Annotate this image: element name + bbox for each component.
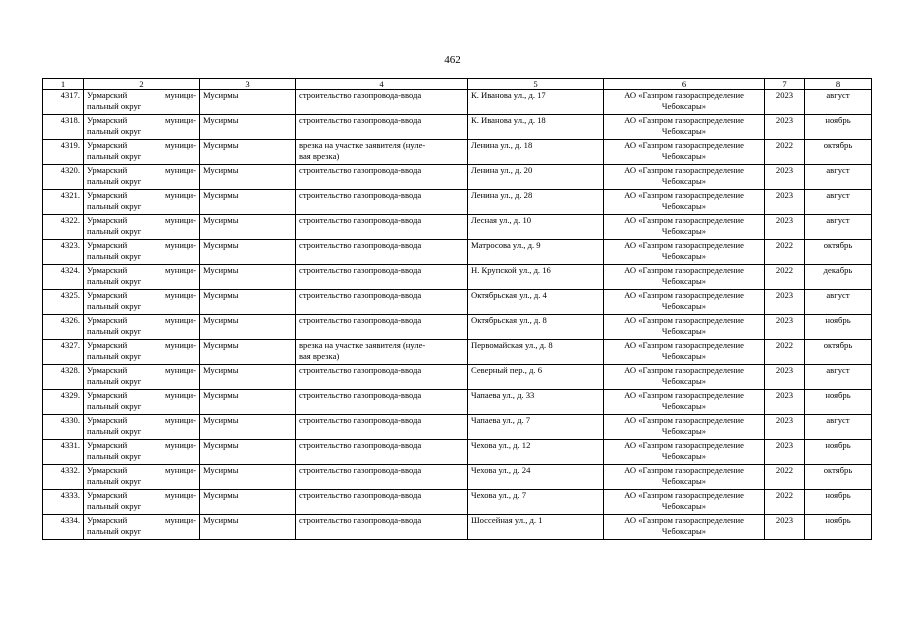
organization-line1: АО «Газпром газораспределение [624, 415, 744, 425]
work-type-line1: строительство газопровода-ввода [299, 190, 422, 200]
row-number: 4322. [43, 215, 84, 240]
district-type-part1: муници- [165, 215, 196, 225]
organization-cell [604, 190, 765, 215]
district-type-part2: пальный округ [87, 526, 142, 536]
header-col-8: 8 [805, 79, 872, 90]
address-cell: Северный пер., д. 6 [468, 365, 604, 390]
district-type-part1: муници- [165, 315, 196, 325]
work-type-line1: строительство газопровода-ввода [299, 415, 422, 425]
settlement-cell: Мусирмы [200, 390, 296, 415]
district-cell [84, 215, 200, 240]
district-cell [84, 490, 200, 515]
year-cell: 2023 [765, 365, 805, 390]
settlement-cell: Мусирмы [200, 490, 296, 515]
month-cell: октябрь [805, 465, 872, 490]
row-number: 4327. [43, 340, 84, 365]
settlement-cell: Мусирмы [200, 90, 296, 115]
table-row [43, 265, 872, 290]
organization-line2: Чебоксары» [661, 451, 707, 461]
organization-line2: Чебоксары» [661, 401, 707, 411]
district-type-part2: пальный округ [87, 101, 142, 111]
district-cell [84, 390, 200, 415]
organization-line2: Чебоксары» [661, 276, 707, 286]
organization-line1: АО «Газпром газораспределение [624, 115, 744, 125]
settlement-cell: Мусирмы [200, 140, 296, 165]
work-type-cell [296, 490, 468, 515]
organization-cell [604, 240, 765, 265]
work-type-line1: врезка на участке заявителя (нуле- [299, 340, 426, 350]
organization-cell [604, 515, 765, 540]
work-type-cell [296, 240, 468, 265]
work-type-cell [296, 315, 468, 340]
table-row [43, 165, 872, 190]
month-cell: ноябрь [805, 490, 872, 515]
header-col-1: 1 [43, 79, 84, 90]
address-cell: Чехова ул., д. 12 [468, 440, 604, 465]
district-name: Урмарский [87, 365, 128, 375]
district-name: Урмарский [87, 190, 128, 200]
table-row [43, 315, 872, 340]
year-cell: 2023 [765, 165, 805, 190]
district-type-part2: пальный округ [87, 401, 142, 411]
organization-cell [604, 165, 765, 190]
address-cell: Матросова ул., д. 9 [468, 240, 604, 265]
address-cell: Чехова ул., д. 24 [468, 465, 604, 490]
row-number: 4320. [43, 165, 84, 190]
work-type-line2: вая врезка) [299, 351, 340, 361]
district-name: Урмарский [87, 240, 128, 250]
settlement-cell: Мусирмы [200, 190, 296, 215]
work-type-line2: вая врезка) [299, 151, 340, 161]
address-cell: Чехова ул., д. 7 [468, 490, 604, 515]
work-type-cell [296, 340, 468, 365]
district-name: Урмарский [87, 515, 128, 525]
organization-cell [604, 315, 765, 340]
settlement-cell: Мусирмы [200, 290, 296, 315]
address-cell: Ленина ул., д. 28 [468, 190, 604, 215]
district-cell [84, 115, 200, 140]
organization-line2: Чебоксары» [661, 301, 707, 311]
work-type-cell [296, 215, 468, 240]
organization-line1: АО «Газпром газораспределение [624, 290, 744, 300]
table-row [43, 140, 872, 165]
organization-line1: АО «Газпром газораспределение [624, 440, 744, 450]
district-name: Урмарский [87, 340, 128, 350]
district-cell [84, 440, 200, 465]
work-type-line1: строительство газопровода-ввода [299, 515, 422, 525]
organization-line1: АО «Газпром газораспределение [624, 390, 744, 400]
district-name: Урмарский [87, 390, 128, 400]
district-name: Урмарский [87, 215, 128, 225]
header-col-4: 4 [296, 79, 468, 90]
year-cell: 2023 [765, 190, 805, 215]
month-cell: октябрь [805, 140, 872, 165]
district-type-part1: муници- [165, 190, 196, 200]
organization-cell [604, 215, 765, 240]
district-type-part2: пальный округ [87, 226, 142, 236]
work-type-cell [296, 365, 468, 390]
district-cell [84, 515, 200, 540]
work-type-line1: строительство газопровода-ввода [299, 315, 422, 325]
organization-line2: Чебоксары» [661, 376, 707, 386]
organization-line1: АО «Газпром газораспределение [624, 515, 744, 525]
district-type-part2: пальный округ [87, 426, 142, 436]
address-cell: Шоссейная ул., д. 1 [468, 515, 604, 540]
organization-line1: АО «Газпром газораспределение [624, 165, 744, 175]
organization-line1: АО «Газпром газораспределение [624, 465, 744, 475]
district-type-part2: пальный округ [87, 476, 142, 486]
header-col-6: 6 [604, 79, 765, 90]
work-type-cell [296, 90, 468, 115]
table-row [43, 490, 872, 515]
district-name: Урмарский [87, 465, 128, 475]
work-type-line1: строительство газопровода-ввода [299, 265, 422, 275]
district-cell [84, 265, 200, 290]
district-name: Урмарский [87, 140, 128, 150]
work-type-cell [296, 515, 468, 540]
row-number: 4324. [43, 265, 84, 290]
district-name: Урмарский [87, 490, 128, 500]
row-number: 4317. [43, 90, 84, 115]
district-type-part2: пальный округ [87, 151, 142, 161]
table-row [43, 115, 872, 140]
organization-line2: Чебоксары» [661, 426, 707, 436]
district-type-part2: пальный округ [87, 176, 142, 186]
organization-line1: АО «Газпром газораспределение [624, 240, 744, 250]
district-type-part1: муници- [165, 90, 196, 100]
district-type-part1: муници- [165, 465, 196, 475]
organization-line1: АО «Газпром газораспределение [624, 265, 744, 275]
year-cell: 2023 [765, 290, 805, 315]
work-type-cell [296, 140, 468, 165]
work-type-line1: строительство газопровода-ввода [299, 490, 422, 500]
month-cell: август [805, 215, 872, 240]
district-type-part1: муници- [165, 415, 196, 425]
organization-cell [604, 290, 765, 315]
district-type-part2: пальный округ [87, 126, 142, 136]
organization-line2: Чебоксары» [661, 476, 707, 486]
district-cell [84, 315, 200, 340]
work-type-cell [296, 465, 468, 490]
settlement-cell: Мусирмы [200, 165, 296, 190]
header-col-2: 2 [84, 79, 200, 90]
organization-line1: АО «Газпром газораспределение [624, 190, 744, 200]
year-cell: 2022 [765, 265, 805, 290]
year-cell: 2022 [765, 140, 805, 165]
table-row [43, 415, 872, 440]
month-cell: ноябрь [805, 390, 872, 415]
organization-line2: Чебоксары» [661, 126, 707, 136]
organization-line1: АО «Газпром газораспределение [624, 90, 744, 100]
year-cell: 2023 [765, 390, 805, 415]
work-type-line1: строительство газопровода-ввода [299, 165, 422, 175]
table-row [43, 190, 872, 215]
address-cell: Ленина ул., д. 18 [468, 140, 604, 165]
settlement-cell: Мусирмы [200, 365, 296, 390]
organization-cell [604, 140, 765, 165]
work-type-cell [296, 265, 468, 290]
work-type-line1: строительство газопровода-ввода [299, 440, 422, 450]
district-type-part2: пальный округ [87, 451, 142, 461]
district-name: Урмарский [87, 90, 128, 100]
row-number: 4326. [43, 315, 84, 340]
table-row [43, 440, 872, 465]
month-cell: ноябрь [805, 515, 872, 540]
year-cell: 2022 [765, 340, 805, 365]
district-cell [84, 415, 200, 440]
district-name: Урмарский [87, 290, 128, 300]
year-cell: 2023 [765, 515, 805, 540]
year-cell: 2023 [765, 315, 805, 340]
row-number: 4323. [43, 240, 84, 265]
work-type-cell [296, 390, 468, 415]
district-type-part2: пальный округ [87, 326, 142, 336]
organization-cell [604, 90, 765, 115]
district-cell [84, 365, 200, 390]
organization-cell [604, 115, 765, 140]
district-name: Урмарский [87, 440, 128, 450]
organization-line1: АО «Газпром газораспределение [624, 215, 744, 225]
work-type-cell [296, 415, 468, 440]
row-number: 4319. [43, 140, 84, 165]
address-cell: Первомайская ул., д. 8 [468, 340, 604, 365]
district-cell [84, 290, 200, 315]
year-cell: 2022 [765, 465, 805, 490]
row-number: 4318. [43, 115, 84, 140]
organization-line1: АО «Газпром газораспределение [624, 365, 744, 375]
table-row [43, 90, 872, 115]
month-cell: август [805, 415, 872, 440]
table-row [43, 515, 872, 540]
organization-cell [604, 340, 765, 365]
organization-cell [604, 465, 765, 490]
address-cell: Октябрьская ул., д. 8 [468, 315, 604, 340]
row-number: 4332. [43, 465, 84, 490]
district-type-part1: муници- [165, 265, 196, 275]
organization-cell [604, 365, 765, 390]
organization-line2: Чебоксары» [661, 176, 707, 186]
row-number: 4325. [43, 290, 84, 315]
row-number: 4333. [43, 490, 84, 515]
district-name: Урмарский [87, 165, 128, 175]
organization-line2: Чебоксары» [661, 501, 707, 511]
month-cell: август [805, 290, 872, 315]
district-type-part1: муници- [165, 165, 196, 175]
district-type-part1: муници- [165, 390, 196, 400]
organization-line2: Чебоксары» [661, 226, 707, 236]
work-type-line1: строительство газопровода-ввода [299, 115, 422, 125]
address-cell: Чапаева ул., д. 33 [468, 390, 604, 415]
district-type-part1: муници- [165, 365, 196, 375]
year-cell: 2023 [765, 90, 805, 115]
organization-line2: Чебоксары» [661, 351, 707, 361]
district-type-part1: муници- [165, 440, 196, 450]
organization-cell [604, 265, 765, 290]
month-cell: октябрь [805, 240, 872, 265]
row-number: 4328. [43, 365, 84, 390]
table-row [43, 215, 872, 240]
table-row [43, 365, 872, 390]
row-number: 4330. [43, 415, 84, 440]
organization-line2: Чебоксары» [661, 326, 707, 336]
settlement-cell: Мусирмы [200, 415, 296, 440]
work-type-line1: строительство газопровода-ввода [299, 465, 422, 475]
gas-connection-table [42, 78, 872, 540]
district-type-part1: муници- [165, 140, 196, 150]
organization-cell [604, 390, 765, 415]
organization-line2: Чебоксары» [661, 251, 707, 261]
work-type-cell [296, 165, 468, 190]
month-cell: август [805, 365, 872, 390]
work-type-line1: строительство газопровода-ввода [299, 90, 422, 100]
district-type-part2: пальный округ [87, 201, 142, 211]
settlement-cell: Мусирмы [200, 265, 296, 290]
district-type-part1: муници- [165, 240, 196, 250]
address-cell: Чапаева ул., д. 7 [468, 415, 604, 440]
organization-line2: Чебоксары» [661, 151, 707, 161]
work-type-cell [296, 115, 468, 140]
district-type-part2: пальный округ [87, 251, 142, 261]
table-row [43, 340, 872, 365]
district-type-part2: пальный округ [87, 276, 142, 286]
district-type-part1: муници- [165, 515, 196, 525]
district-type-part1: муници- [165, 490, 196, 500]
month-cell: декабрь [805, 265, 872, 290]
organization-cell [604, 490, 765, 515]
organization-line2: Чебоксары» [661, 201, 707, 211]
district-type-part2: пальный округ [87, 501, 142, 511]
work-type-line1: строительство газопровода-ввода [299, 390, 422, 400]
address-cell: Лесная ул., д. 10 [468, 215, 604, 240]
organization-cell [604, 440, 765, 465]
organization-line1: АО «Газпром газораспределение [624, 140, 744, 150]
month-cell: август [805, 90, 872, 115]
organization-line1: АО «Газпром газораспределение [624, 340, 744, 350]
work-type-line1: строительство газопровода-ввода [299, 365, 422, 375]
row-number: 4321. [43, 190, 84, 215]
header-col-7: 7 [765, 79, 805, 90]
district-type-part1: муници- [165, 115, 196, 125]
district-name: Урмарский [87, 315, 128, 325]
table-header-row [43, 79, 872, 90]
organization-line1: АО «Газпром газораспределение [624, 490, 744, 500]
settlement-cell: Мусирмы [200, 315, 296, 340]
table-row [43, 290, 872, 315]
year-cell: 2023 [765, 440, 805, 465]
address-cell: Н. Крупской ул., д. 16 [468, 265, 604, 290]
organization-line2: Чебоксары» [661, 526, 707, 536]
work-type-line1: строительство газопровода-ввода [299, 215, 422, 225]
table-row [43, 390, 872, 415]
month-cell: октябрь [805, 340, 872, 365]
district-cell [84, 90, 200, 115]
address-cell: К. Иванова ул., д. 18 [468, 115, 604, 140]
header-col-3: 3 [200, 79, 296, 90]
settlement-cell: Мусирмы [200, 440, 296, 465]
district-name: Урмарский [87, 415, 128, 425]
district-cell [84, 190, 200, 215]
header-col-5: 5 [468, 79, 604, 90]
settlement-cell: Мусирмы [200, 240, 296, 265]
settlement-cell: Мусирмы [200, 515, 296, 540]
district-cell [84, 340, 200, 365]
work-type-line1: строительство газопровода-ввода [299, 290, 422, 300]
work-type-cell [296, 290, 468, 315]
table-row [43, 240, 872, 265]
district-cell [84, 240, 200, 265]
month-cell: ноябрь [805, 440, 872, 465]
district-type-part2: пальный округ [87, 301, 142, 311]
organization-line2: Чебоксары» [661, 101, 707, 111]
row-number: 4334. [43, 515, 84, 540]
table-row [43, 465, 872, 490]
table-body [43, 90, 872, 540]
work-type-line1: врезка на участке заявителя (нуле- [299, 140, 426, 150]
organization-cell [604, 415, 765, 440]
district-type-part1: муници- [165, 340, 196, 350]
settlement-cell: Мусирмы [200, 465, 296, 490]
district-type-part2: пальный округ [87, 351, 142, 361]
work-type-line1: строительство газопровода-ввода [299, 240, 422, 250]
district-type-part1: муници- [165, 290, 196, 300]
address-cell: Октябрьская ул., д. 4 [468, 290, 604, 315]
year-cell: 2023 [765, 215, 805, 240]
settlement-cell: Мусирмы [200, 215, 296, 240]
year-cell: 2022 [765, 490, 805, 515]
year-cell: 2022 [765, 240, 805, 265]
settlement-cell: Мусирмы [200, 115, 296, 140]
page-number: 462 [444, 54, 461, 66]
month-cell: ноябрь [805, 315, 872, 340]
month-cell: август [805, 165, 872, 190]
address-cell: Ленина ул., д. 20 [468, 165, 604, 190]
work-type-cell [296, 190, 468, 215]
month-cell: август [805, 190, 872, 215]
organization-line1: АО «Газпром газораспределение [624, 315, 744, 325]
district-cell [84, 465, 200, 490]
district-cell [84, 165, 200, 190]
year-cell: 2023 [765, 115, 805, 140]
row-number: 4331. [43, 440, 84, 465]
district-name: Урмарский [87, 265, 128, 275]
settlement-cell: Мусирмы [200, 340, 296, 365]
district-name: Урмарский [87, 115, 128, 125]
district-type-part2: пальный округ [87, 376, 142, 386]
month-cell: ноябрь [805, 115, 872, 140]
address-cell: К. Иванова ул., д. 17 [468, 90, 604, 115]
row-number: 4329. [43, 390, 84, 415]
work-type-cell [296, 440, 468, 465]
year-cell: 2023 [765, 415, 805, 440]
district-cell [84, 140, 200, 165]
